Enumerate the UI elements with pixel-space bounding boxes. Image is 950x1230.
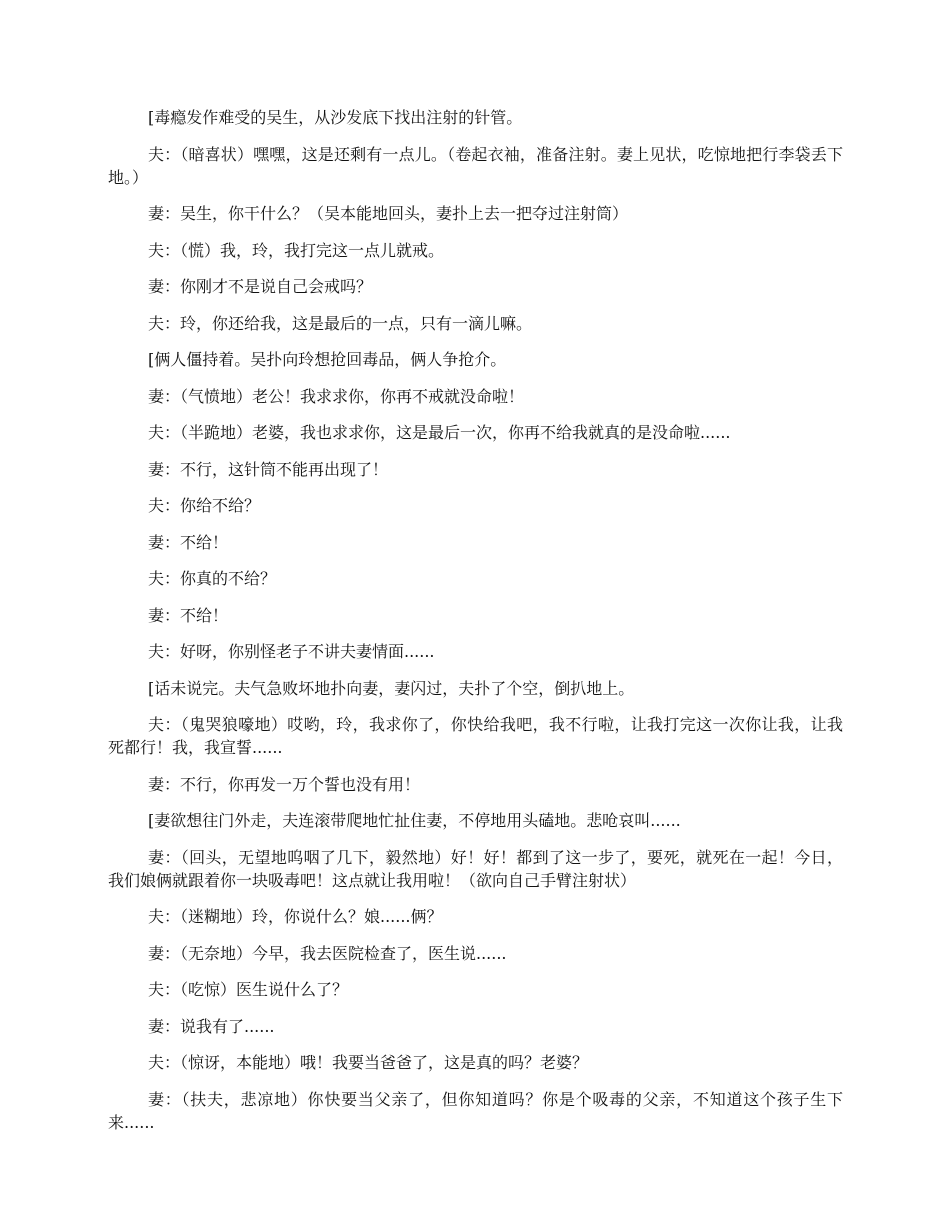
dialogue-line: 夫：（吃惊）医生说什么了？ <box>148 980 349 999</box>
dialogue-line: 妻：（回头，无望地呜咽了几下，毅然地）好！好！都到了这一步了，要死，就死在一起！今日，我们娘俩就跟着你一块吸毒吧！这点就让我用啦！（欲向自己手臂注射状） <box>108 847 843 890</box>
dialogue-line: 妻：不行，你再发一万个誓也没有用！ <box>148 774 421 794</box>
dialogue-line: 妻：说我有了...... <box>148 1016 275 1036</box>
dialogue-line: 夫：你真的不给？ <box>148 569 277 588</box>
dialogue-line: 妻：你刚才不是说自己会戒吗？ <box>148 277 373 296</box>
dialogue-line: 妻：不给！ <box>148 532 229 552</box>
stage-direction: [妻欲想往门外走，夫连滚带爬地忙扯住妻，不停地用头磕地。悲呛哀叫...... <box>148 811 681 830</box>
dialogue-line: 夫：（慌）我，玲，我打完这一点儿就戒。 <box>148 240 445 260</box>
stage-direction: [话未说完。夫气急败坏地扑向妻，妻闪过，夫扑了个空，倒扒地上。 <box>148 678 635 698</box>
document-page <box>108 106 843 1147</box>
dialogue-line: 夫：（鬼哭狼嚎地）哎哟，玲，我求你了，你快给我吧，我不行啦，让我打完这一次你让我，让我死都行！我，我宣誓...... <box>108 715 843 757</box>
stage-direction: [俩人僵持着。吴扑向玲想抢回毒品，俩人争抢介。 <box>148 350 507 369</box>
dialogue-line: 夫：你给不给？ <box>148 496 261 515</box>
dialogue-line: 夫：（半跪地）老婆，我也求求你，这是最后一次，你再不给我就真的是没命啦...... <box>148 423 731 442</box>
dialogue-line: 妻：吴生，你干什么？（吴本能地回头，妻扑上去一把夺过注射筒） <box>148 204 629 223</box>
dialogue-line: 妻：（扶夫，悲凉地）你快要当父亲了，但你知道吗？你是个吸毒的父亲，不知道这个孩子生下来...... <box>108 1089 843 1132</box>
dialogue-line: 妻：不行，这针筒不能再出现了！ <box>148 459 389 479</box>
dialogue-line: 夫：（迷糊地）玲，你说什么？娘......俩？ <box>148 907 443 926</box>
dialogue-line: 夫：好呀，你别怪老子不讲夫妻情面...... <box>148 642 435 661</box>
dialogue-line: 妻：（气愤地）老公！我求求你，你再不戒就没命啦！ <box>148 386 525 406</box>
stage-direction: [毒瘾发作难受的吴生，从沙发底下找出注射的针管。 <box>148 108 523 127</box>
dialogue-line: 夫：玲，你还给我，这是最后的一点，只有一滴儿嘛。 <box>148 313 533 333</box>
dialogue-line: 夫：（暗喜状）嘿嘿，这是还剩有一点儿。（卷起衣袖，准备注射。妻上见状，吃惊地把行李袋丢下地。） <box>108 144 843 187</box>
dialogue-line: 妻：不给！ <box>148 605 229 625</box>
dialogue-line: 夫：（惊讶，本能地）哦！我要当爸爸了，这是真的吗？老婆？ <box>148 1053 589 1072</box>
dialogue-line: 妻：（无奈地）今早，我去医院检查了，医生说...... <box>148 943 507 963</box>
